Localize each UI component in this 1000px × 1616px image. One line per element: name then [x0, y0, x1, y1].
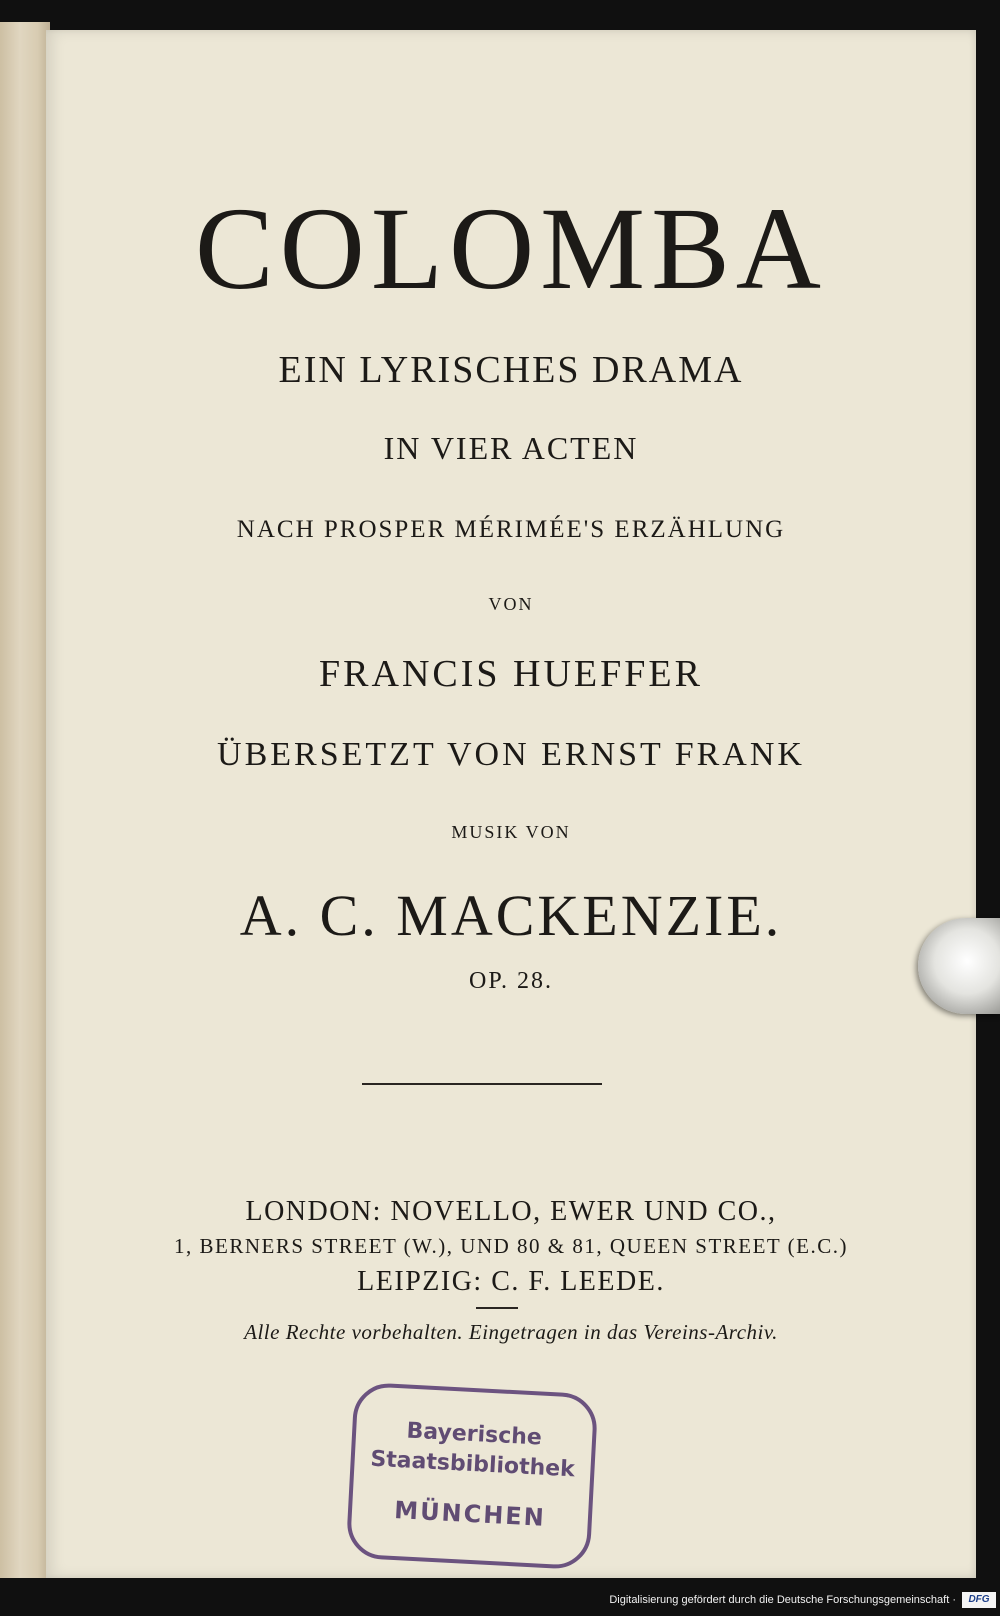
source-line: NACH PROSPER MÉRIMÉE'S ERZÄHLUNG — [236, 516, 786, 543]
author-name: FRANCIS HUEFFER — [319, 653, 703, 695]
stamp-line-1: Bayerische — [405, 1418, 543, 1451]
stamp-line-2: Staatsbibliothek — [369, 1446, 576, 1483]
translator-line: ÜBERSETZT VON ERNST FRANK — [217, 736, 805, 773]
book-edge — [0, 22, 50, 1578]
music-by-line: MUSIK VON — [451, 822, 571, 842]
digitization-credit: Digitalisierung gefördert durch die Deutsche Forschungsgemeinschaft · — [609, 1594, 956, 1606]
divider-rule — [362, 1083, 602, 1085]
work-title: COLOMBA — [194, 183, 828, 314]
opus-number: OP. 28. — [468, 968, 554, 994]
imprint-address: 1, BERNERS STREET (W.), UND 80 & 81, QUEEN STREET (E.C.) — [174, 1234, 848, 1258]
acts-line: IN VIER ACTEN — [383, 430, 639, 466]
composer-name: A. C. MACKENZIE. — [239, 883, 783, 948]
stamp-line-3: MÜNCHEN — [393, 1495, 547, 1532]
small-divider-rule — [476, 1307, 518, 1309]
dfg-logo-icon: DFG — [962, 1592, 996, 1608]
work-subtitle: EIN LYRISCHES DRAMA — [278, 349, 744, 391]
by-line: VON — [488, 594, 534, 614]
imprint-publisher: LONDON: NOVELLO, EWER UND CO., — [245, 1196, 777, 1227]
imprint-leipzig: LEIPZIG: C. F. LEEDE. — [357, 1266, 665, 1297]
rights-notice: Alle Rechte vorbehalten. Eingetragen in das Vereins-Archiv. — [244, 1320, 778, 1344]
library-stamp — [346, 1382, 599, 1571]
